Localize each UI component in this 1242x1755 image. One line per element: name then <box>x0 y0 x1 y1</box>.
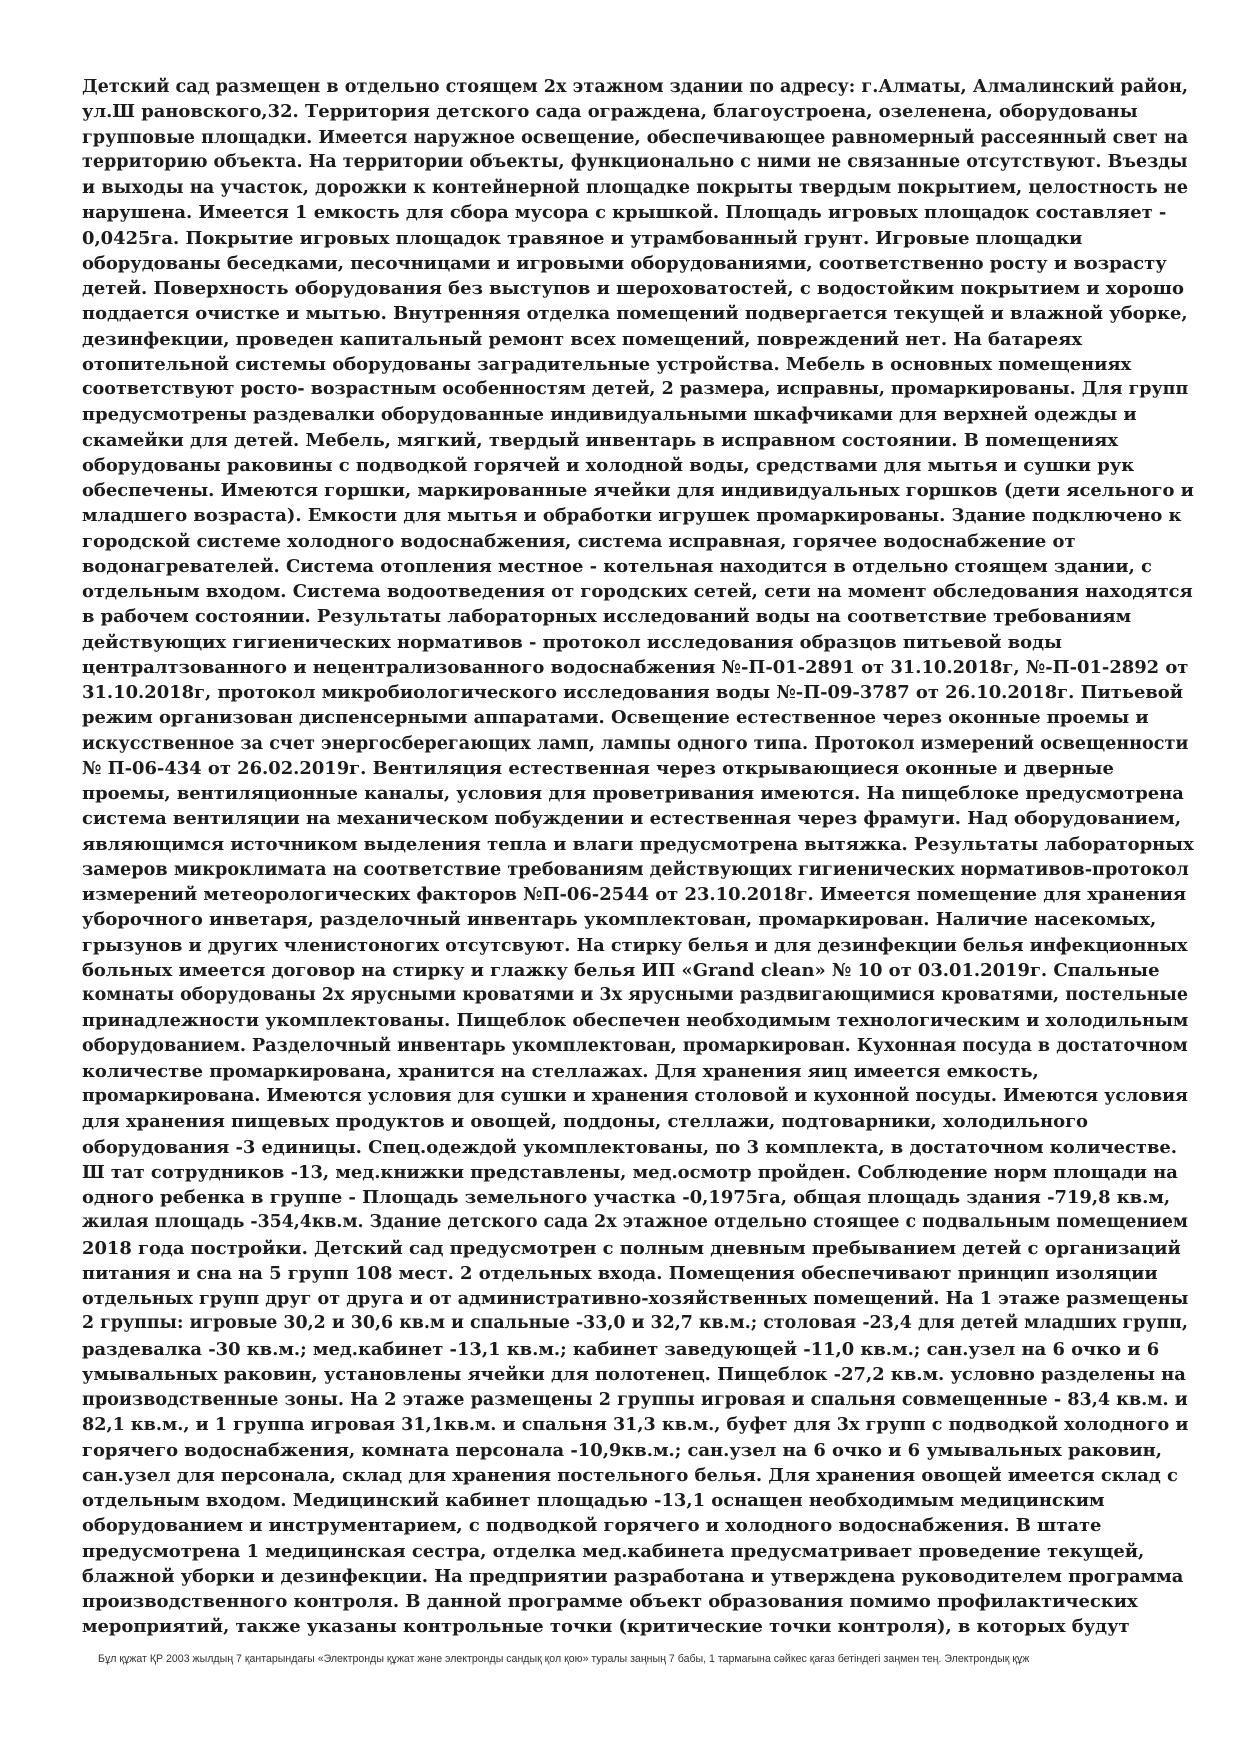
text-line: замеров микроклимата на соответствие требованиям действующих гигиенических нормативов-протокол <box>82 858 1189 880</box>
text-line: городской системе холодного водоснабжения, система исправная, горячее водоснабжение от <box>82 530 1076 552</box>
text-line: предусмотрена 1 медицинская сестра, отделка мед.кабинета предусматривает проведение текущей, <box>82 1540 1145 1562</box>
text-line: групповые площадки. Имеется наружное освещение, обеспечивающее равномерный рассеянный свет на <box>82 126 1189 148</box>
text-line: блажной уборки и дезинфекции. На предприятии разработана и утверждена руководителем программа <box>82 1565 1184 1587</box>
text-line: измерений метеорологических факторов №П-06-2544 от 23.10.2018г. Имеется помещение для хранения <box>82 884 1187 905</box>
text-line: ул.Ш рановского,32. Территория детского сада ограждена, благоустроена, озеленена, оборудованы <box>82 101 1138 123</box>
text-line: комнаты оборудованы 2х ярусными кроватями и 3х ярусными раздвигающимися кроватями, постельные <box>82 985 1189 1005</box>
text-line: отдельных групп друг от друга и от административно-хозяйственных помещений. На 1 этаже размещены <box>82 1288 1189 1309</box>
text-line: принадлежности укомплектованы. Пищеблок обеспечен необходимым технологическим и холодильным <box>82 1010 1189 1032</box>
text-line: система вентиляции на механическом побуждении и естественная через фрамуги. Над оборудованием, <box>82 808 1182 830</box>
text-line: раздевалка -30 кв.м.; мед.кабинет -13,1 кв.м.; кабинет заведующей -11,0 кв.м.; сан.узел на 6 очко и 6 <box>82 1338 1160 1360</box>
text-line: искусственное за счет энергосберегающих ламп, лампы одного типа. Протокол измерений освещенности <box>82 732 1189 754</box>
text-line: отдельным входом. Система водоотведения от городских сетей, сети на момент обследования находятся <box>82 581 1193 602</box>
text-line: № П-06-434 от 26.02.2019г. Вентиляция естественная через открывающиеся оконные и дверные <box>82 757 1114 779</box>
text-line: скамейки для детей. Мебель, мягкий, твердый инвентарь в исправном состоянии. В помещениях <box>82 429 1119 451</box>
text-line: и выходы на участок, дорожки к контейнерной площадке покрыты твердым покрытием, целостность не <box>82 177 1189 198</box>
text-line: оборудованием и инструментарием, с подводкой горячего и холодного водоснабжения. В штате <box>82 1515 1102 1537</box>
text-line: мероприятий, также указаны контрольные точки (критические точки контроля), в которых будут <box>82 1616 1130 1638</box>
text-line: горячего водоснабжения, комната персонала -10,9кв.м.; сан.узел на 6 очко и 6 умывальных раковин, <box>82 1439 1162 1461</box>
text-line: отдельным входом. Медицинский кабинет площадью -13,1 оснащен необходимым медицинским <box>82 1490 1105 1511</box>
text-line: Ш тат сотрудников -13, мед.книжки представлены, мед.осмотр пройден. Соблюдение норм площади на <box>82 1161 1178 1183</box>
text-line: территорию объекта. На территории объекты, функционально с ними не связанные отсутствуют. Въезды <box>82 151 1188 172</box>
text-line: грызунов и других членистоногих отсутсвуют. На стирку белья и для дезинфекции белья инфекционных <box>82 934 1188 956</box>
text-line: умывальных раковин, установлены ячейки для полотенец. Пищеблок -27,2 кв.м. условно разделены на <box>82 1363 1186 1385</box>
text-line: централтзованного и нецентрализованного водоснабжения №-П-01-2891 от 31.10.2018г, №-П-01-2892 от <box>82 656 1189 678</box>
text-line: количестве промаркирована, хранится на стеллажах. Для хранения яиц имеется емкость, <box>82 1060 1039 1082</box>
text-line: 2018 года постройки. Детский сад предусмотрен с полным дневным пребыванием детей с организаций <box>82 1237 1181 1259</box>
legal-footer-note: Бұл құжат ҚР 2003 жылдың 7 қантарындағы «Электронды құжат және электронды сандық қол қою» туралы заңның 7 бабы, 1 тармағына сәйкес қағаз бетіндегі заңмен тең. Электрондық құж <box>98 1653 1030 1665</box>
text-line: производственные зоны. На 2 этаже размещены 2 группы игровая и спальня совмещенные - 83,4 кв.м. и <box>82 1389 1188 1410</box>
text-line: являющимся источником выделения тепла и влаги предусмотрена вытяжка. Результаты лабораторных <box>82 833 1194 855</box>
text-line: водонагревателей. Система отопления местное - котельная находится в отдельно стоящем здании, с <box>82 555 1152 577</box>
text-line: производственного контроля. В данной программе объект образования помимо профилактических <box>82 1591 1138 1612</box>
text-line: нарушена. Имеется 1 емкость для сбора мусора с крышкой. Площадь игровых площадок составляет - <box>82 202 1167 224</box>
text-line: 2 группы: игровые 30,2 и 30,6 кв.м и спальные -33,0 и 32,7 кв.м.; столовая -23,4 для детей младших групп, <box>82 1313 1188 1334</box>
document-body <box>82 74 1194 1640</box>
text-line: питания и сна на 5 групп 108 мест. 2 отдельных входа. Помещения обеспечивают принцип изоляции <box>82 1262 1158 1284</box>
text-line: оборудованы раковины с подводкой горячей и холодной воды, средствами для мытья и сушки рук <box>82 454 1135 476</box>
text-line: 31.10.2018г, протокол микробиологического исследования воды №-П-09-3787 от 26.10.2018г. Питьевой <box>82 682 1183 703</box>
text-line: Детский сад размещен в отдельно стоящем 2х этажном здании по адресу: г.Алматы, Алмалинский район, <box>82 76 1188 97</box>
text-line: проемы, вентиляционные каналы, условия для проветривания имеются. На пищеблоке предусмотрена <box>82 783 1184 804</box>
text-line: оборудования -3 единицы. Спец.одеждой укомплектованы, по 3 комплекта, в достаточном количестве. <box>82 1136 1178 1158</box>
text-line: промаркирована. Имеются условия для сушки и хранения столовой и кухонной посуды. Имеются условия <box>82 1086 1188 1106</box>
text-line: 0,0425га. Покрытие игровых площадок травяное и утрамбованный грунт. Игровые площадки <box>82 227 1083 249</box>
text-line: обеспечены. Имеются горшки, маркированные ячейки для индивидуальных горшков (дети ясельного и <box>82 480 1194 501</box>
text-line: поддается очистке и мытью. Внутренняя отделка помещений подвергается текущей и влажной уборке, <box>82 303 1188 325</box>
text-line: отопительной системы оборудованы заградительные устройства. Мебель в основных помещениях <box>82 353 1132 375</box>
text-line: соответствуют росто- возрастным особенностям детей, 2 размера, исправны, промаркированы. Для групп <box>82 379 1189 399</box>
text-line: больных имеется договор на стирку и глажку белья ИП «Grand clean» № 10 от 03.01.2019г. Спальные <box>82 959 1160 981</box>
text-line: режим организован диспенсерными аппаратами. Освещение естественное через оконные проемы и <box>82 707 1149 729</box>
text-line: предусмотрены раздевалки оборудованные индивидуальными шкафчиками для верхней одежды и <box>82 404 1137 426</box>
text-line: детей. Поверхность оборудования без выступов и шероховатостей, с водостойким покрытием и хорошо <box>82 278 1184 299</box>
text-line: 82,1 кв.м., и 1 группа игровая 31,1кв.м. и спальня 31,3 кв.м., буфет для 3х групп с подводкой холодного и <box>82 1414 1189 1436</box>
text-line: дезинфекции, проведен капитальный ремонт всех помещений, повреждений нет. На батареях <box>82 328 1083 350</box>
text-line: жилая площадь -354,4кв.м. Здание детского сада 2х этажное отдельно стоящее с подвальным помещением <box>82 1212 1188 1233</box>
text-line: сан.узел для персонала, склад для хранения постельного белья. Для хранения овощей имеется склад с <box>82 1464 1178 1486</box>
text-line: младшего возраста). Емкости для мытья и обработки игрушек промаркированы. Здание подключено к <box>82 505 1182 527</box>
text-line: оборудованы беседками, песочницами и игровыми оборудованиями, соответственно росту и возрасту <box>82 252 1167 274</box>
text-line: оборудованием. Разделочный инвентарь укомплектован, промаркирован. Кухонная посуда в достаточном <box>82 1035 1188 1056</box>
text-line: одного ребенка в группе - Площадь земельного участка -0,1975га, общая площадь здания -719,8 кв.м, <box>82 1187 1171 1208</box>
text-line: действующих гигиенических нормативов - протокол исследования образцов питьевой воды <box>82 631 1062 653</box>
text-line: в рабочем состоянии. Результаты лабораторных исследований воды на соответствие требованиям <box>82 606 1132 628</box>
text-line: для хранения пищевых продуктов и овощей, поддоны, стеллажи, подтоварники, холодильного <box>82 1111 1088 1133</box>
text-line: уборочного инветаря, разделочный инвентарь укомплектован, промаркирован. Наличие насекомых, <box>82 909 1157 931</box>
